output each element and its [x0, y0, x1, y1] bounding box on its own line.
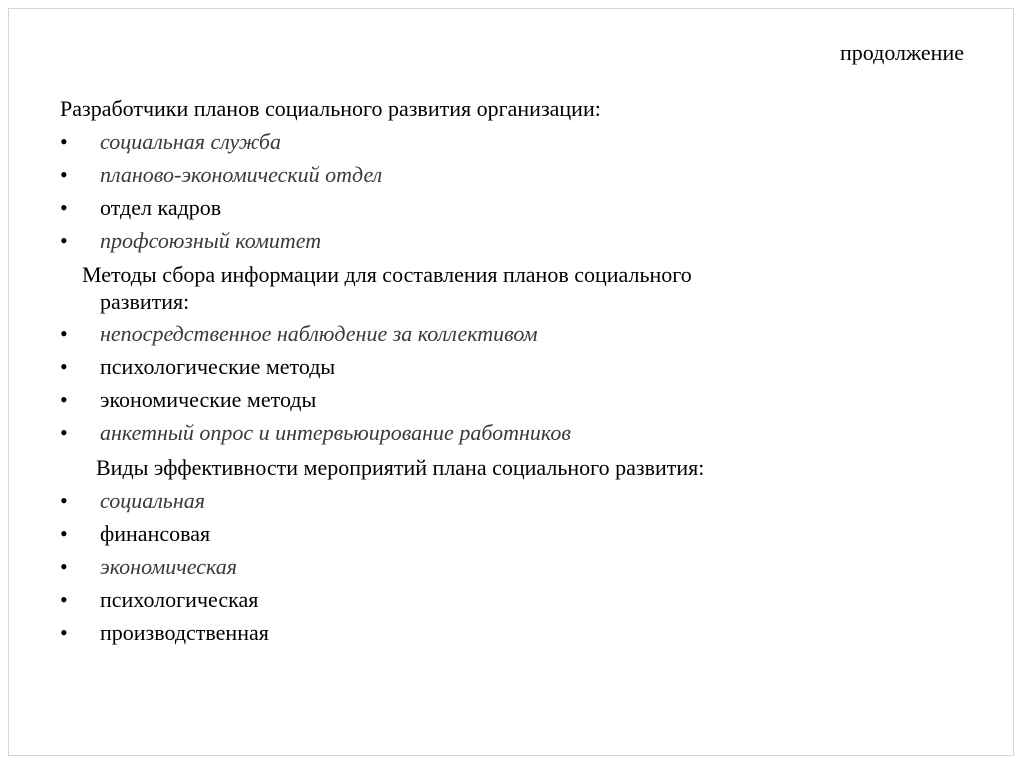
list-item [60, 517, 940, 550]
list-item [60, 484, 940, 517]
bullet-icon: • [60, 387, 68, 412]
section-efficiency-heading: Виды эффективности мероприятий плана социального развития: [96, 455, 705, 480]
list-item [60, 383, 940, 416]
list-item [60, 350, 940, 383]
list-item-text: отдел кадров [100, 195, 222, 220]
section-efficiency-list [60, 484, 940, 649]
list-item [60, 550, 940, 583]
list-item-text: психологические методы [100, 354, 336, 379]
list-item [60, 583, 940, 616]
bullet-icon: • [60, 420, 68, 445]
section-methods-heading-line2: развития: [100, 289, 190, 314]
section-methods-heading-line1: Методы сбора информации для составления планов социального [82, 262, 692, 287]
list-item [60, 191, 940, 224]
list-item-text: непосредственное наблюдение за коллективом [100, 321, 538, 346]
section-developers-heading: Разработчики планов социального развития организации: [60, 96, 601, 121]
list-item-text: анкетный опрос и интервьюирование работников [100, 420, 571, 445]
bullet-icon: • [60, 554, 68, 579]
list-item [60, 416, 940, 449]
list-item-text: финансовая [100, 521, 211, 546]
bullet-icon: • [60, 354, 68, 379]
list-item [60, 158, 940, 191]
bullet-icon: • [60, 587, 68, 612]
bullet-icon: • [60, 521, 68, 546]
bullet-icon: • [60, 129, 68, 154]
bullet-icon: • [60, 488, 68, 513]
list-item [60, 317, 940, 350]
section-methods-list [60, 317, 940, 449]
section-developers-list [60, 125, 940, 257]
list-item-text: социальная служба [100, 129, 281, 154]
bullet-icon: • [60, 162, 68, 187]
bullet-icon: • [60, 228, 68, 253]
bullet-icon: • [60, 321, 68, 346]
list-item-text: планово-экономический отдел [100, 162, 383, 187]
section-methods-heading [60, 261, 940, 315]
continuation-label: продолжение [839, 40, 964, 65]
list-item-text: профсоюзный комитет [100, 228, 322, 253]
list-item [60, 616, 940, 649]
list-item-text: социальная [100, 488, 205, 513]
list-item [60, 125, 940, 158]
bullet-icon: • [60, 195, 68, 220]
list-item-text: экономическая [100, 554, 237, 579]
bullet-icon: • [60, 620, 68, 645]
list-item [60, 224, 940, 257]
slide-content [60, 92, 940, 649]
list-item-text: экономические методы [100, 387, 317, 412]
list-item-text: производственная [100, 620, 269, 645]
list-item-text: психологическая [100, 587, 259, 612]
